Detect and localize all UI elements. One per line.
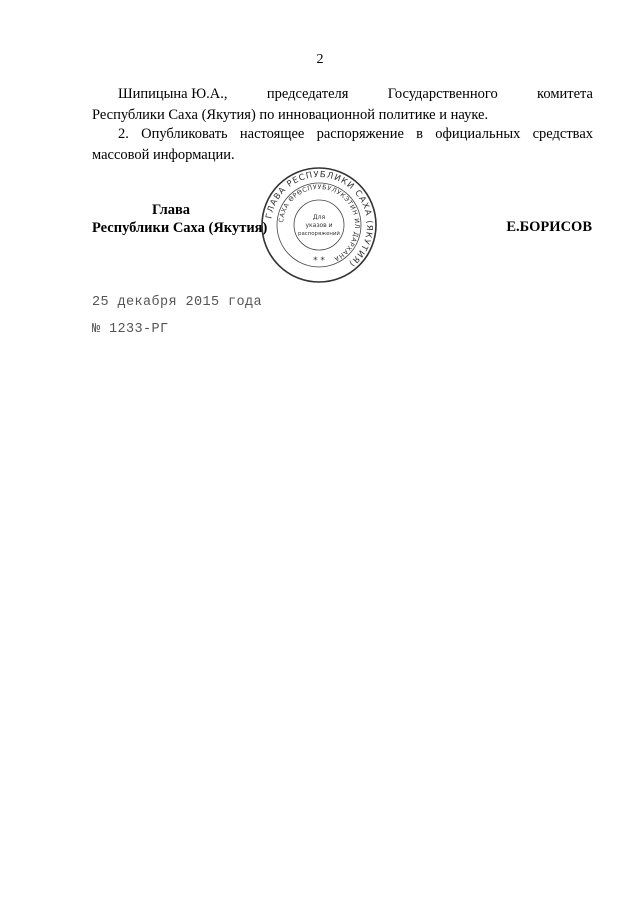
- page-number: 2: [316, 52, 324, 67]
- document-date: 25 декабря 2015 года: [92, 295, 263, 310]
- paragraph-2-text: 2. Опубликовать настоящее распоряжение в официальных средствах массовой информации.: [92, 126, 593, 163]
- seal-outer-text: ГЛАВА РЕСПУБЛИКИ САХА (ЯКУТИЯ): [263, 168, 376, 270]
- signature-title: [92, 201, 267, 237]
- seal-center-line-2: указов и: [305, 222, 333, 229]
- paragraph-2: [92, 124, 593, 166]
- word: председателя: [266, 86, 349, 102]
- official-seal: [260, 166, 378, 284]
- seal-center-line-1: Для: [312, 214, 326, 221]
- seal-stars: * *: [313, 256, 325, 266]
- seal-center-line-3: распоряжений: [298, 231, 340, 237]
- paragraph-1-line-2: Республики Саха (Якутия) по инновационной политике и науке.: [92, 107, 489, 123]
- document-number: № 1233-РГ: [92, 322, 169, 337]
- word: Государственного: [387, 86, 498, 102]
- word: Шипицына Ю.А.,: [118, 86, 228, 102]
- signature-name: Е.БОРИСОВ: [506, 219, 592, 235]
- paragraph-1-line-1: [92, 84, 593, 105]
- word: комитета: [537, 86, 593, 102]
- signature-title-line-2: Республики Саха (Якутия): [92, 220, 268, 236]
- paragraph-1: [92, 84, 593, 126]
- seal-inner-text: САХА ӨРӨСПУУБУЛУКЭТИН ИЛ ДАРХАНА: [278, 183, 361, 263]
- signature-title-line-1: Глава: [152, 202, 191, 218]
